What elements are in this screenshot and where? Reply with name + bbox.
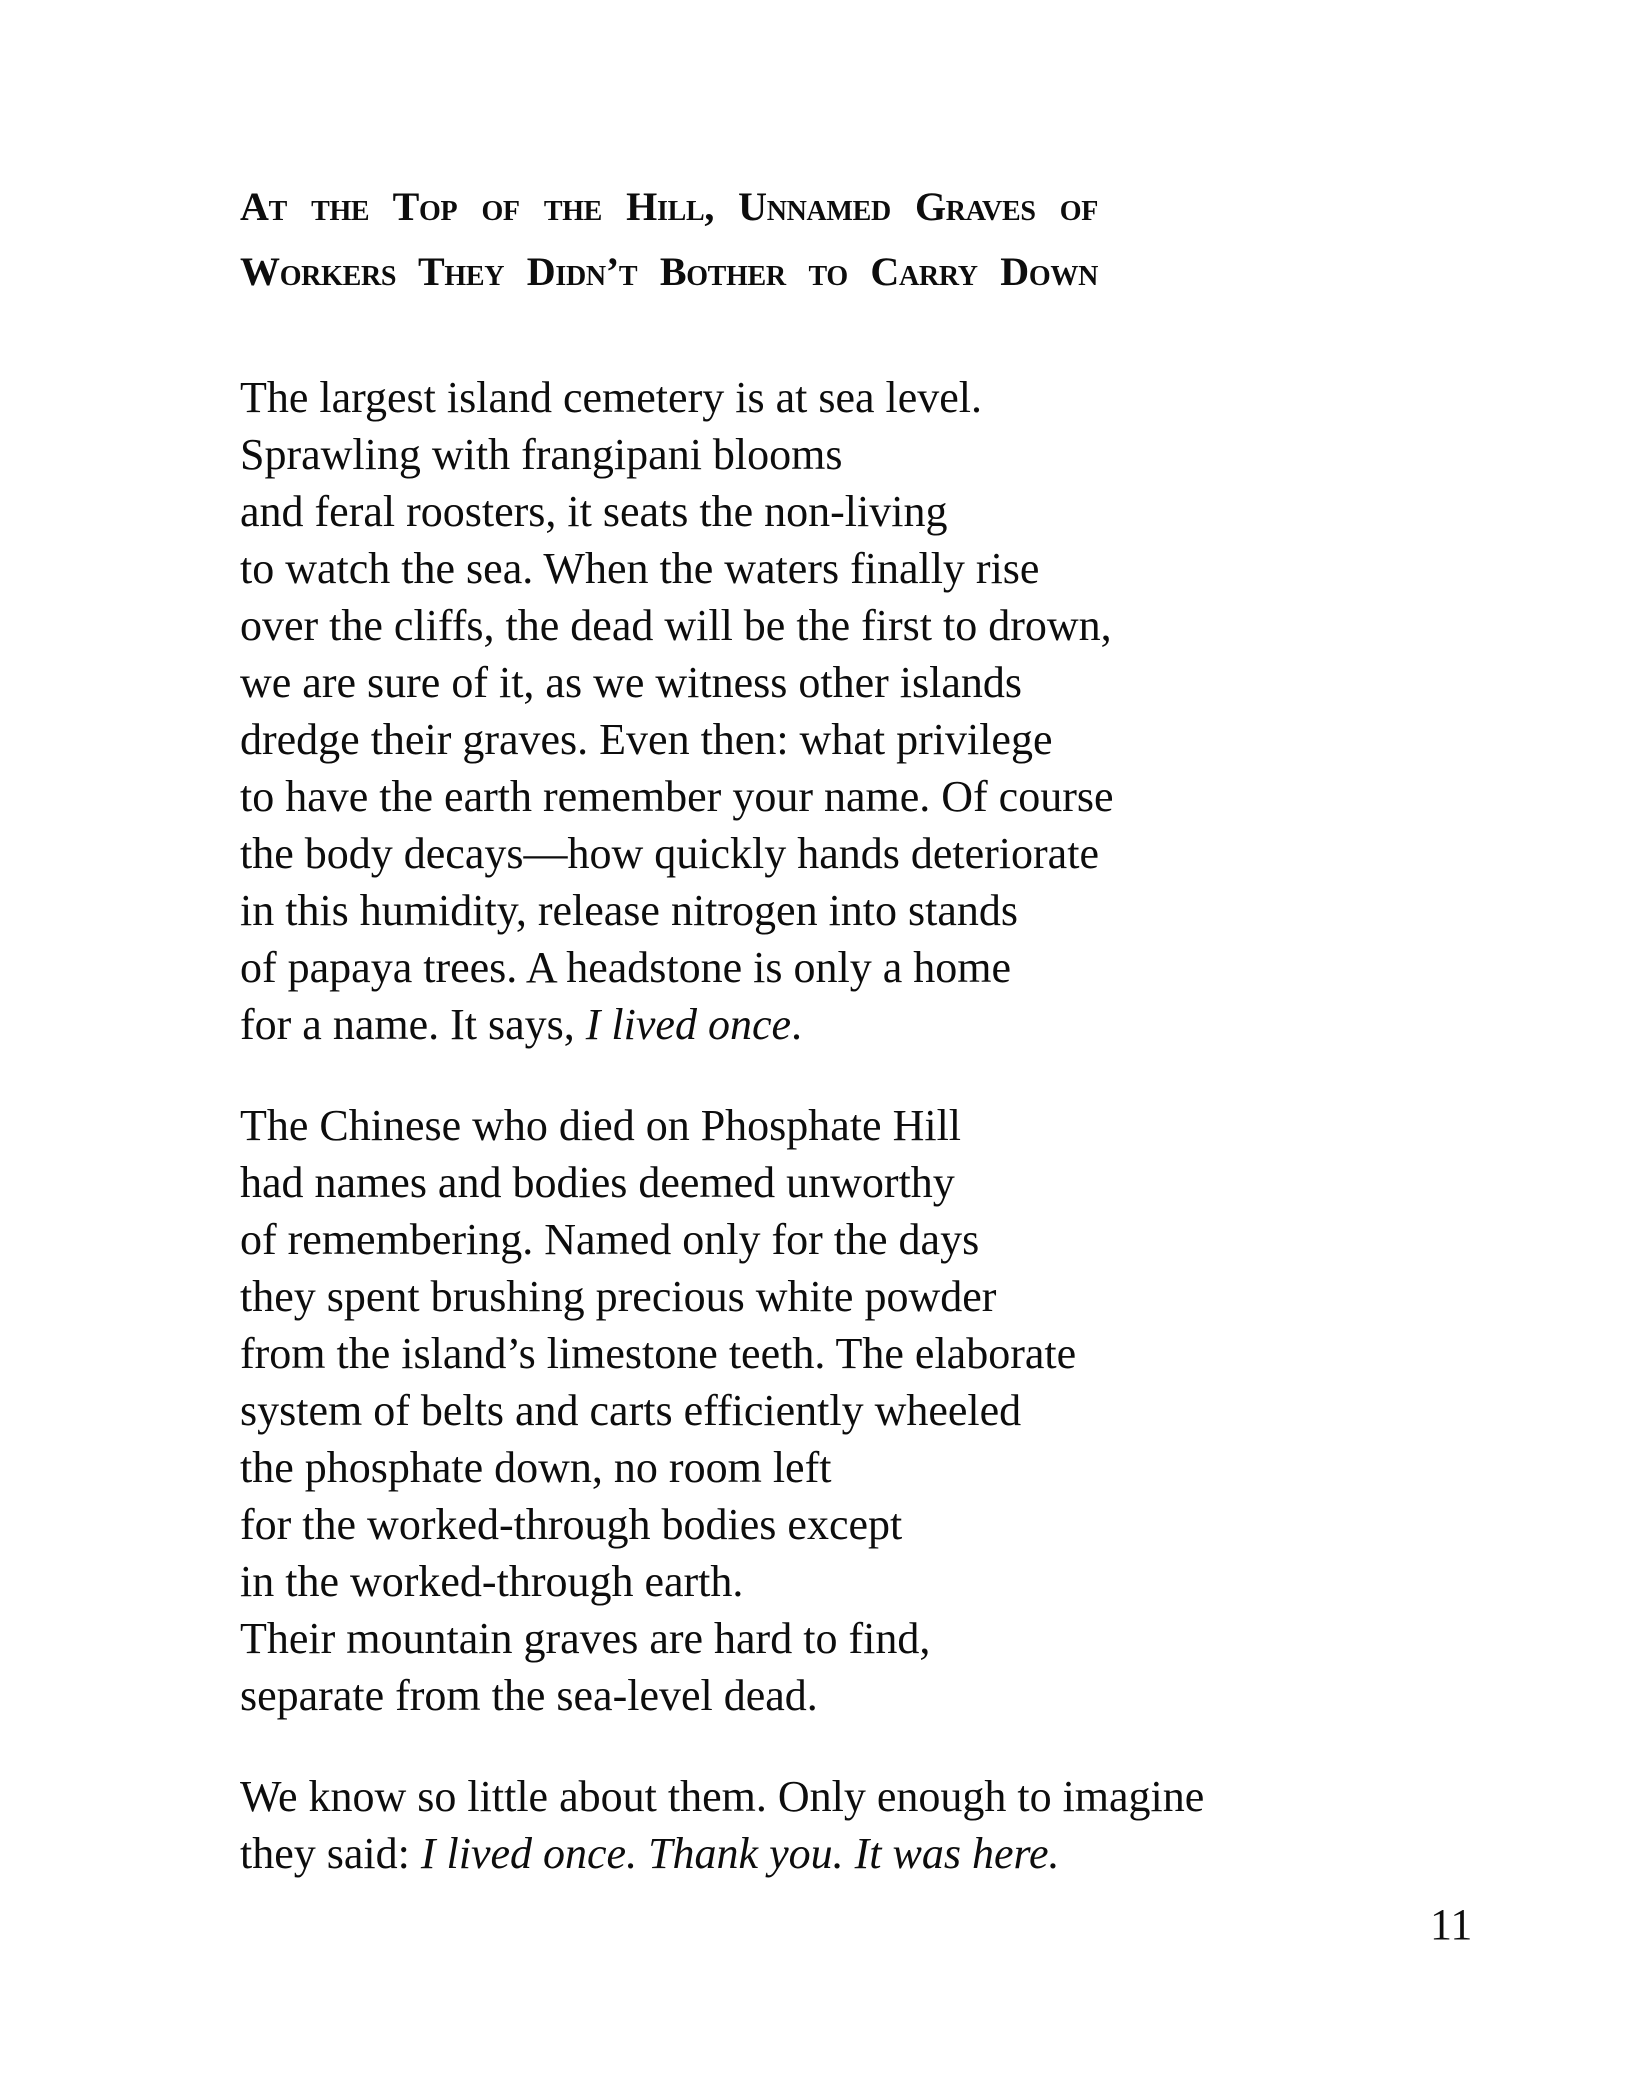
poem-line [240, 483, 1440, 540]
poem-line [240, 1610, 1440, 1667]
poem-line [240, 1768, 1440, 1825]
stanza-3 [240, 1768, 1440, 1882]
poem-line [240, 711, 1440, 768]
poem-line [240, 1268, 1440, 1325]
poem-title [240, 174, 1098, 304]
line-segment: Their mountain graves are hard to find, [240, 1614, 931, 1663]
line-segment: The largest island cemetery is at sea level. [240, 373, 983, 422]
line-segment: to watch the sea. When the waters finally rise [240, 544, 1040, 593]
line-segment: to have the earth remember your name. Of course [240, 772, 1114, 821]
poem-line [240, 1325, 1440, 1382]
italic-segment: I lived once [585, 1000, 791, 1049]
poem-line [240, 597, 1440, 654]
line-segment: the body decays—how quickly hands deteriorate [240, 829, 1099, 878]
line-segment: and feral roosters, it seats the non-living [240, 487, 948, 536]
line-segment: dredge their graves. Even then: what privilege [240, 715, 1053, 764]
poem-line [240, 939, 1440, 996]
poem-line [240, 768, 1440, 825]
line-segment: separate from the sea-level dead. [240, 1671, 818, 1720]
stanza-1 [240, 369, 1440, 1053]
poem-line [240, 1211, 1440, 1268]
poem-title-line-2: Workers They Didn’t Bother to Carry Down [240, 249, 1098, 294]
poem-line [240, 1825, 1440, 1882]
poem-line [240, 654, 1440, 711]
line-segment: in the worked-through earth. [240, 1557, 744, 1606]
poem-line [240, 1496, 1440, 1553]
poem-line [240, 1154, 1440, 1211]
poem-line [240, 1667, 1440, 1724]
line-segment: We know so little about them. Only enough to imagine [240, 1772, 1205, 1821]
poem-line [240, 1382, 1440, 1439]
line-segment: of papaya trees. A headstone is only a home [240, 943, 1012, 992]
line-segment: had names and bodies deemed unworthy [240, 1158, 955, 1207]
line-segment: for the worked-through bodies except [240, 1500, 903, 1549]
line-segment: over the cliffs, the dead will be the first to drown, [240, 601, 1112, 650]
line-segment: The Chinese who died on Phosphate Hill [240, 1101, 962, 1150]
italic-segment: I lived once. Thank you. It was here. [420, 1829, 1060, 1878]
stanza-2 [240, 1097, 1440, 1724]
line-segment: we are sure of it, as we witness other islands [240, 658, 1023, 707]
line-segment: system of belts and carts efficiently wheeled [240, 1386, 1022, 1435]
line-segment: they spent brushing precious white powder [240, 1272, 997, 1321]
poem-line [240, 1553, 1440, 1610]
line-segment: for a name. It says, [240, 1000, 586, 1049]
line-segment: from the island’s limestone teeth. The elaborate [240, 1329, 1077, 1378]
poem-body [240, 369, 1440, 1882]
poem-title-line-1: At the Top of the Hill, Unnamed Graves of [240, 184, 1098, 229]
poem-line [240, 1097, 1440, 1154]
line-segment: in this humidity, release nitrogen into stands [240, 886, 1019, 935]
poem-line [240, 369, 1440, 426]
poem-line [240, 426, 1440, 483]
page-number: 11 [1430, 1900, 1473, 1949]
poem-line [240, 825, 1440, 882]
line-segment: Sprawling with frangipani blooms [240, 430, 843, 479]
poem-line [240, 1439, 1440, 1496]
line-segment: the phosphate down, no room left [240, 1443, 832, 1492]
poem-line [240, 540, 1440, 597]
poem-line [240, 882, 1440, 939]
line-segment: of remembering. Named only for the days [240, 1215, 980, 1264]
poem-line [240, 996, 1440, 1053]
line-segment: they said: [240, 1829, 421, 1878]
line-segment: . [791, 1000, 802, 1049]
